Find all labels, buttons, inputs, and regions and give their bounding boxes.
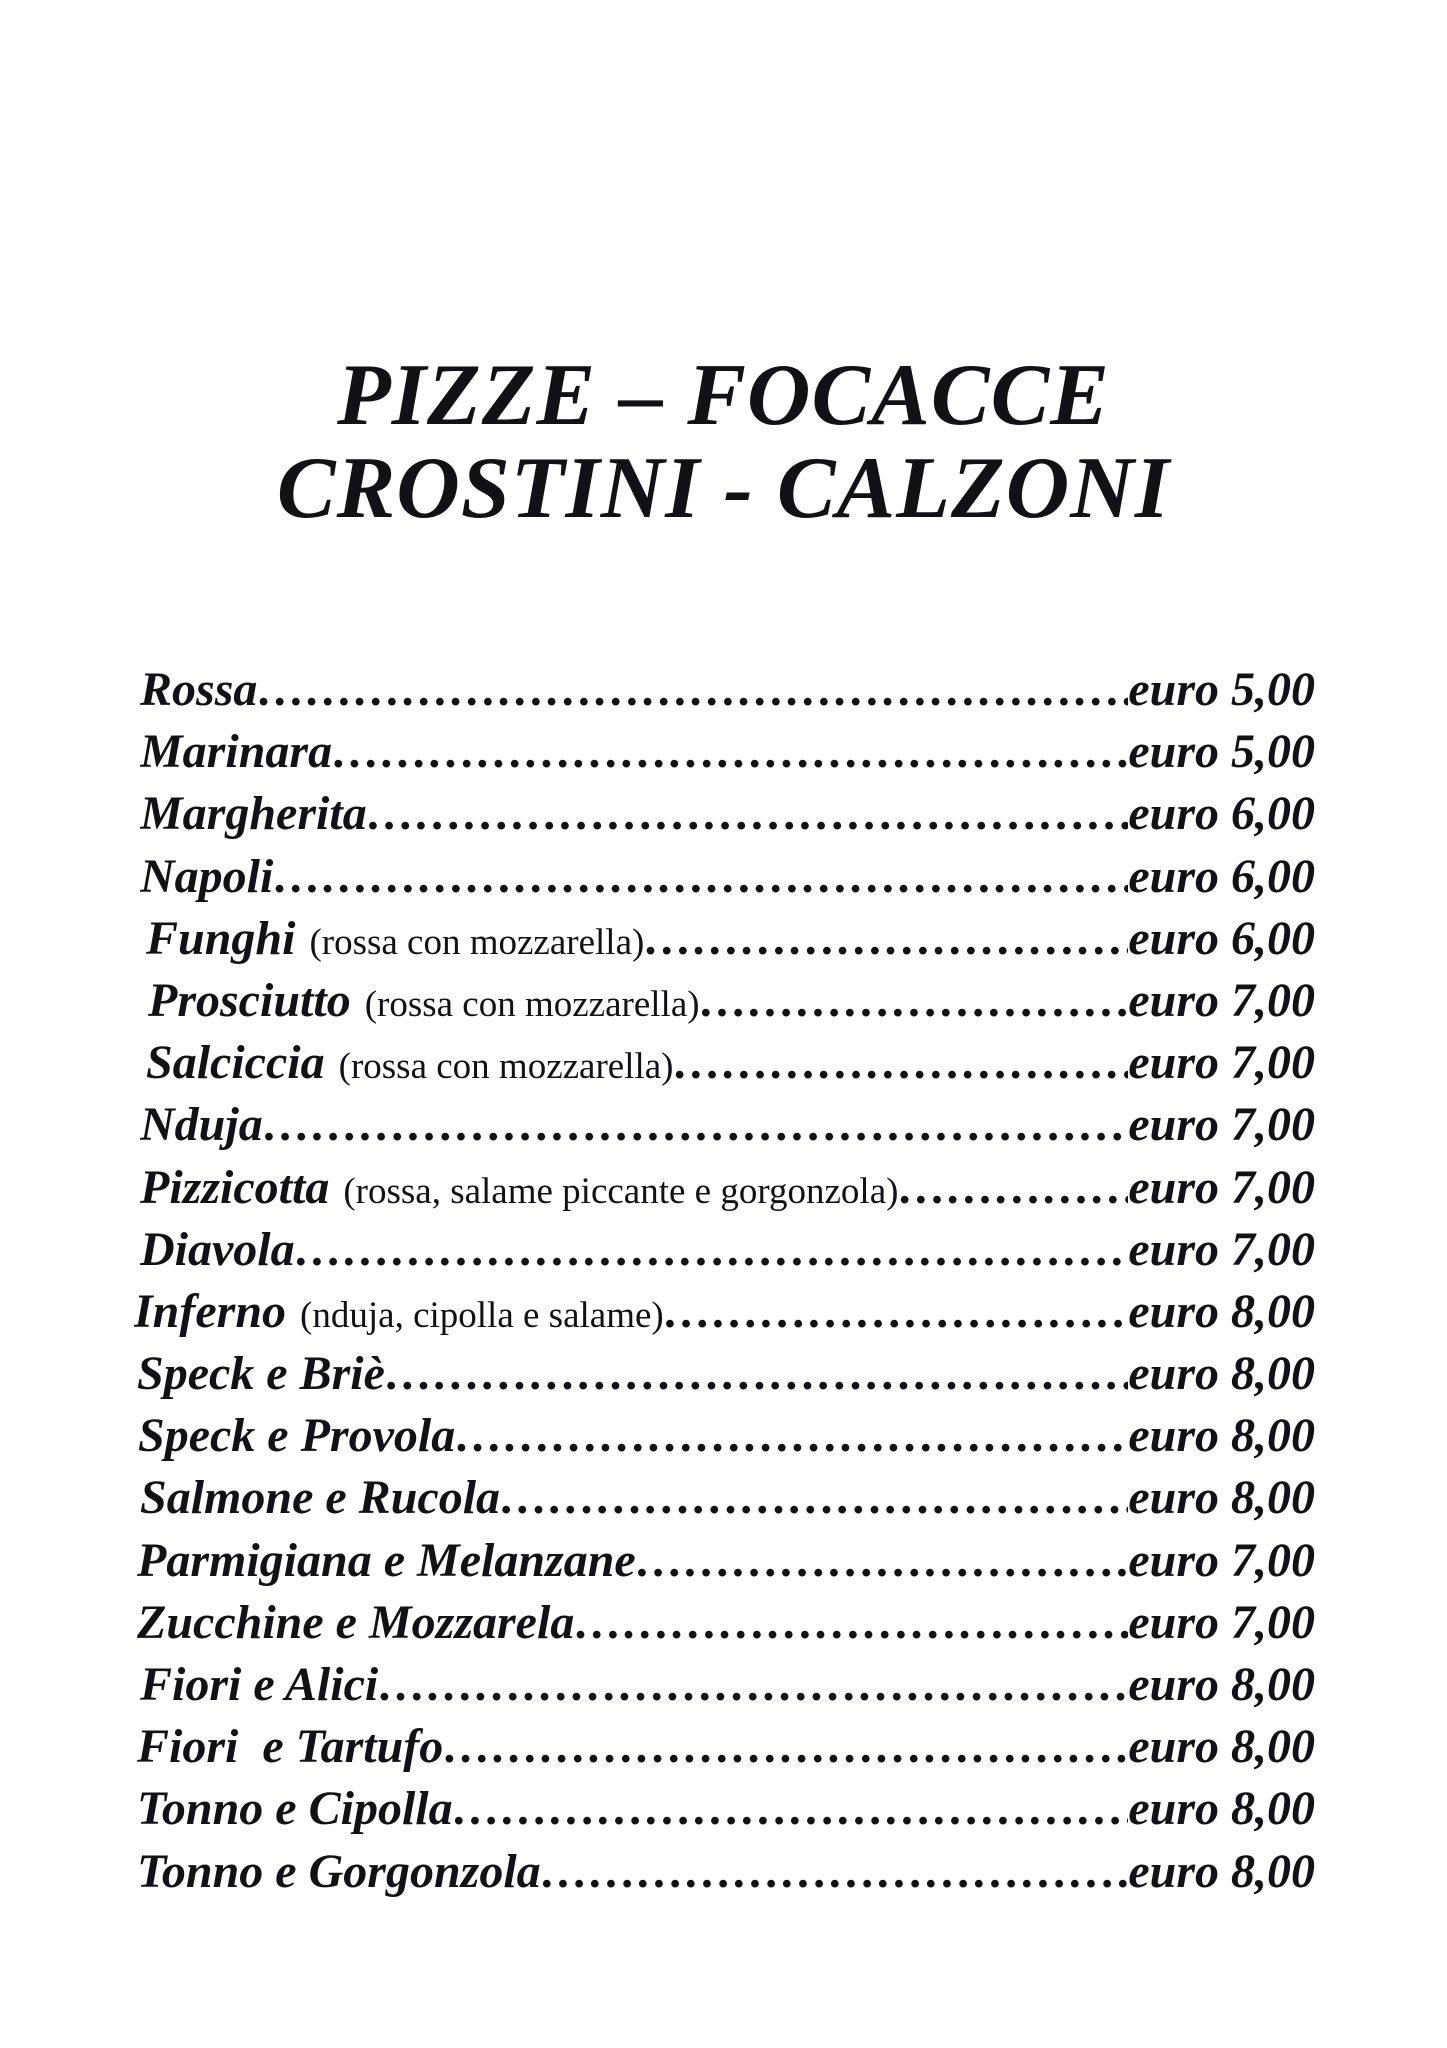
menu-item-tonno-cipolla (137, 1781, 1315, 1843)
menu-item-napoli (140, 849, 1315, 911)
menu-item-prosciutto (140, 973, 1315, 1035)
item-price: euro 7,00 (1128, 1160, 1315, 1214)
item-name: Salmone e Rucola (140, 1471, 501, 1525)
dot-leader (500, 1470, 1128, 1525)
dot-leader (455, 1408, 1128, 1463)
dot-leader (453, 1781, 1129, 1836)
item-price: euro 7,00 (1128, 1595, 1315, 1649)
item-name: Rossa (140, 663, 258, 716)
item-name: Zucchine e Mozzarela (137, 1595, 575, 1649)
item-name: Speck e Provola (138, 1409, 456, 1463)
item-price: euro 7,00 (1128, 973, 1315, 1027)
item-price: euro 8,00 (1128, 1844, 1315, 1898)
menu-item-fiori-alici (140, 1657, 1315, 1719)
item-name: Speck e Briè (137, 1347, 385, 1401)
item-price: euro 7,00 (1128, 1036, 1315, 1090)
dot-leader (385, 1346, 1128, 1401)
menu-item-parmigiana-melanzane (137, 1533, 1315, 1595)
item-description: (rossa, salame piccante e gorgonzola) (343, 1170, 899, 1212)
dot-leader (636, 1533, 1129, 1588)
menu-item-inferno (134, 1284, 1315, 1346)
dot-leader (541, 1844, 1129, 1899)
item-name: Diavola (140, 1222, 295, 1276)
item-name: Pizzicotta (140, 1160, 330, 1214)
item-description: (rossa con mozzarella) (338, 1046, 674, 1088)
item-price: euro 5,00 (1128, 725, 1315, 779)
item-name: Salciccia (146, 1036, 325, 1090)
menu-item-zucchine-mozzarela (137, 1595, 1315, 1657)
item-price: euro 7,00 (1128, 1533, 1315, 1587)
item-description: (rossa con mozzarella) (309, 921, 645, 963)
menu-item-fiori-tartufo (137, 1719, 1315, 1781)
item-name: Fiori e Alici (140, 1658, 379, 1711)
dot-leader (574, 1595, 1128, 1650)
menu-list (134, 662, 1315, 1906)
menu-item-tonno-gorgonzola (137, 1844, 1315, 1906)
dot-leader (664, 1284, 1129, 1339)
item-name: Margherita (140, 787, 367, 841)
item-price: euro 5,00 (1128, 663, 1315, 716)
dot-leader (700, 973, 1129, 1028)
dot-leader (367, 786, 1129, 841)
item-name: Nduja (140, 1098, 263, 1152)
menu-item-speck-provola (138, 1408, 1315, 1470)
menu-item-salciccia (140, 1035, 1315, 1097)
dot-leader (263, 1097, 1129, 1152)
page-title-line-2: CROSTINI - CALZONI (276, 440, 1171, 537)
item-price: euro 6,00 (1128, 849, 1315, 903)
item-name: Parmigiana e Melanzane (137, 1533, 636, 1587)
item-price: euro 6,00 (1128, 911, 1315, 965)
item-price: euro 8,00 (1128, 1658, 1315, 1711)
menu-item-marinara (140, 724, 1315, 786)
item-description: (rossa con mozzarella) (364, 983, 700, 1025)
dot-leader (644, 911, 1128, 966)
menu-item-salmone-rucola (140, 1470, 1315, 1532)
item-price: euro 8,00 (1128, 1782, 1315, 1836)
menu-item-funghi (140, 911, 1315, 973)
item-name: Inferno (134, 1284, 287, 1338)
page-title-line-1: PIZZE – FOCACCE (337, 347, 1110, 444)
item-price: euro 7,00 (1128, 1222, 1315, 1276)
item-name: Tonno e Gorgonzola (137, 1844, 541, 1898)
item-price: euro 8,00 (1128, 1347, 1315, 1401)
menu-item-pizzicotta (140, 1160, 1315, 1222)
dot-leader (378, 1657, 1128, 1712)
item-price: euro 8,00 (1128, 1284, 1315, 1338)
menu-item-nduja (140, 1097, 1315, 1159)
item-name: Marinara (140, 725, 333, 779)
item-price: euro 8,00 (1128, 1409, 1315, 1463)
dot-leader (443, 1719, 1128, 1774)
item-name: Fiori e Tartufo (137, 1720, 444, 1774)
dot-leader (898, 1160, 1128, 1215)
item-name: Napoli (140, 849, 274, 903)
item-name: Funghi (146, 911, 296, 965)
dot-leader (257, 662, 1128, 717)
item-price: euro 8,00 (1128, 1720, 1315, 1774)
item-description: (nduja, cipolla e salame) (300, 1294, 664, 1336)
item-price: euro 7,00 (1128, 1098, 1315, 1152)
menu-item-rossa (140, 662, 1315, 724)
item-name: Prosciutto (148, 973, 351, 1027)
item-price: euro 8,00 (1128, 1471, 1315, 1525)
dot-leader (674, 1035, 1129, 1090)
item-price: euro 6,00 (1128, 787, 1315, 841)
menu-item-diavola (140, 1222, 1315, 1284)
dot-leader (273, 849, 1128, 904)
menu-item-margherita (140, 786, 1315, 848)
dot-leader (295, 1222, 1129, 1277)
dot-leader (332, 724, 1128, 779)
menu-item-speck-brie (137, 1346, 1315, 1408)
item-name: Tonno e Cipolla (137, 1782, 453, 1836)
